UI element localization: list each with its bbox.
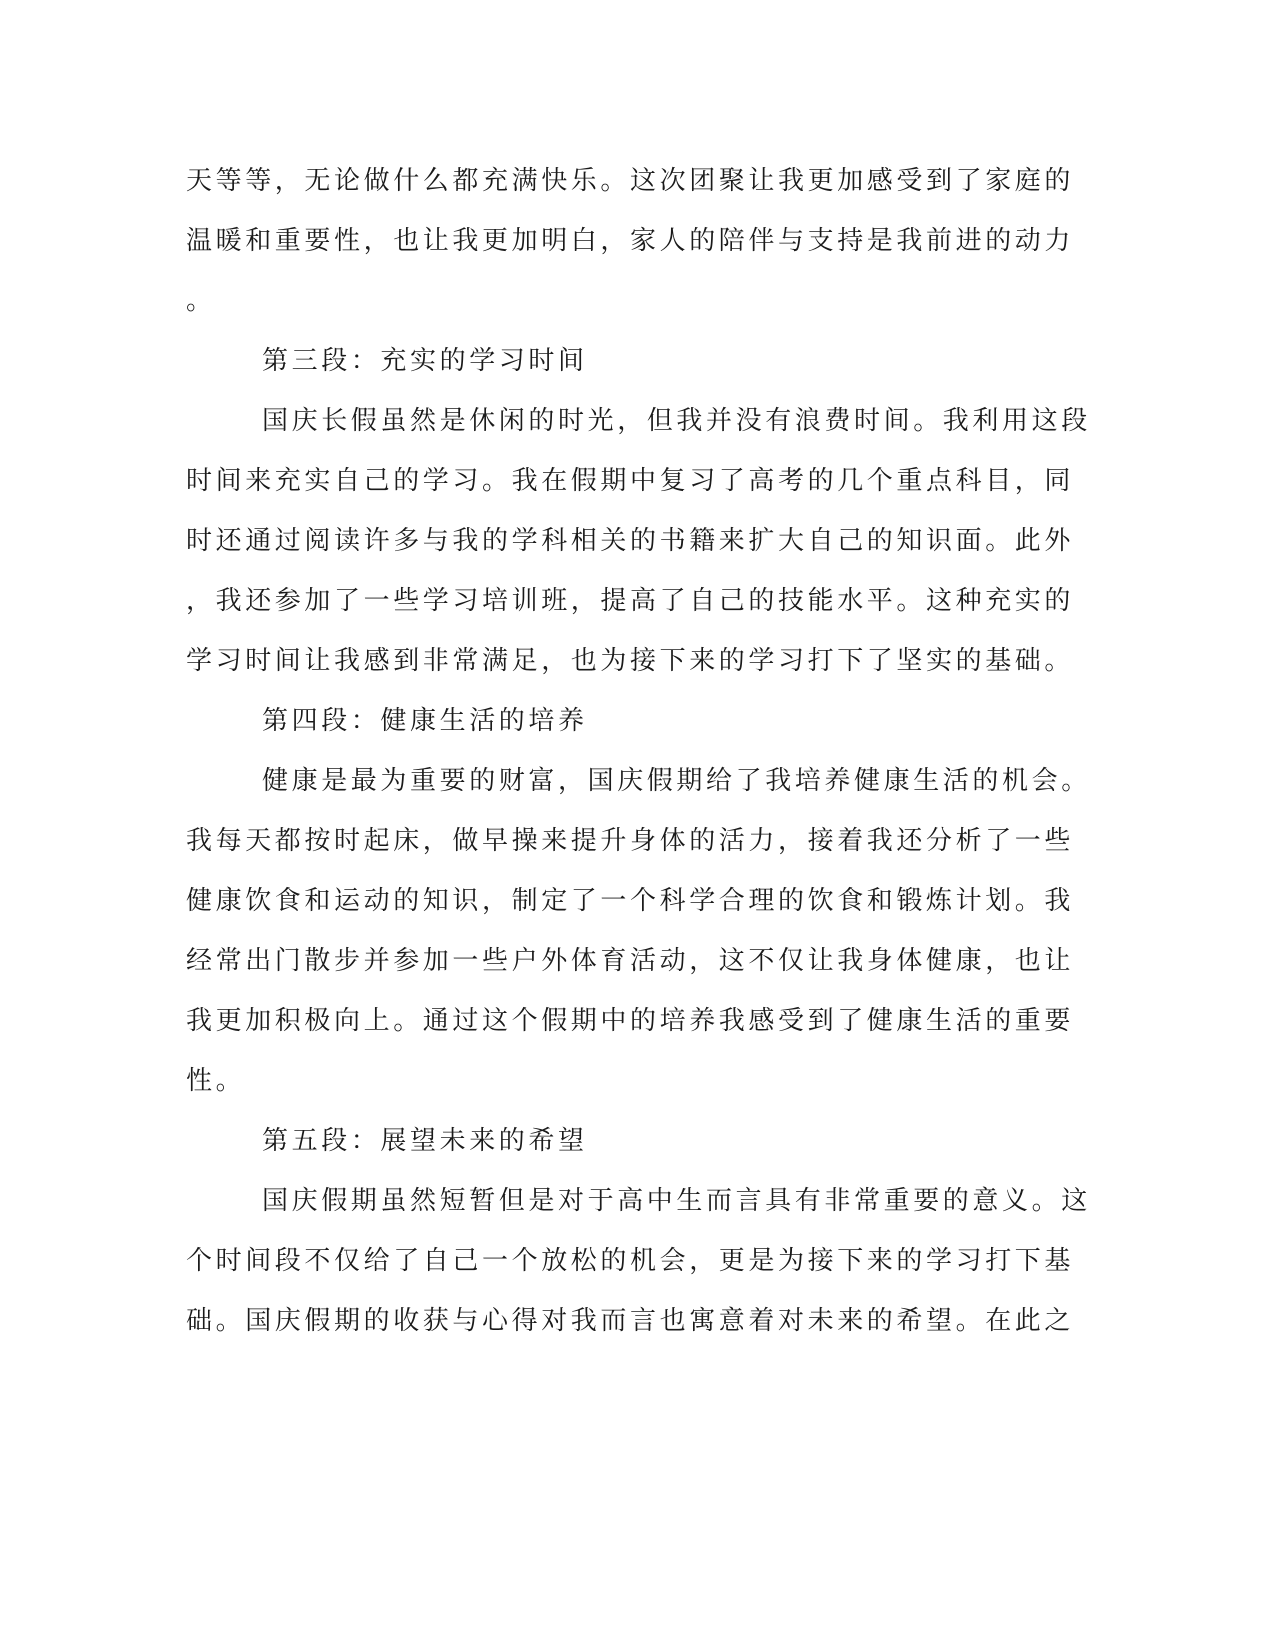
- paragraph-line: 个时间段不仅给了自己一个放松的机会，更是为接下来的学习打下基: [186, 1246, 1075, 1276]
- paragraph-line: 温暖和重要性，也让我更加明白，家人的陪伴与支持是我前进的动力: [186, 226, 1075, 256]
- paragraph-line: 础。国庆假期的收获与心得对我而言也寓意着对未来的希望。在此之: [186, 1306, 1075, 1336]
- paragraph-line: 国庆长假虽然是休闲的时光，但我并没有浪费时间。我利用这段: [262, 406, 1091, 436]
- section-heading: 第三段：充实的学习时间: [262, 346, 588, 376]
- paragraph-line: 我更加积极向上。通过这个假期中的培养我感受到了健康生活的重要: [186, 1006, 1075, 1036]
- paragraph-line: 时还通过阅读许多与我的学科相关的书籍来扩大自己的知识面。此外: [186, 526, 1075, 556]
- paragraph-line: 学习时间让我感到非常满足，也为接下来的学习打下了坚实的基础。: [186, 646, 1075, 676]
- section-heading: 第五段：展望未来的希望: [262, 1126, 588, 1156]
- paragraph-line: ，我还参加了一些学习培训班，提高了自己的技能水平。这种充实的: [186, 586, 1075, 616]
- section-heading: 第四段：健康生活的培养: [262, 706, 588, 736]
- paragraph-line: 国庆假期虽然短暂但是对于高中生而言具有非常重要的意义。这: [262, 1186, 1091, 1216]
- paragraph-line: 天等等，无论做什么都充满快乐。这次团聚让我更加感受到了家庭的: [186, 166, 1075, 196]
- paragraph-line: 时间来充实自己的学习。我在假期中复习了高考的几个重点科目，同: [186, 466, 1075, 496]
- paragraph-line: 经常出门散步并参加一些户外体育活动，这不仅让我身体健康，也让: [186, 946, 1075, 976]
- paragraph-line: 性。: [186, 1066, 246, 1096]
- paragraph-line: 。: [186, 286, 216, 316]
- paragraph-line: 健康是最为重要的财富，国庆假期给了我培养健康生活的机会。: [262, 766, 1091, 796]
- paragraph-line: 我每天都按时起床，做早操来提升身体的活力，接着我还分析了一些: [186, 826, 1075, 856]
- paragraph-line: 健康饮食和运动的知识，制定了一个科学合理的饮食和锻炼计划。我: [186, 886, 1075, 916]
